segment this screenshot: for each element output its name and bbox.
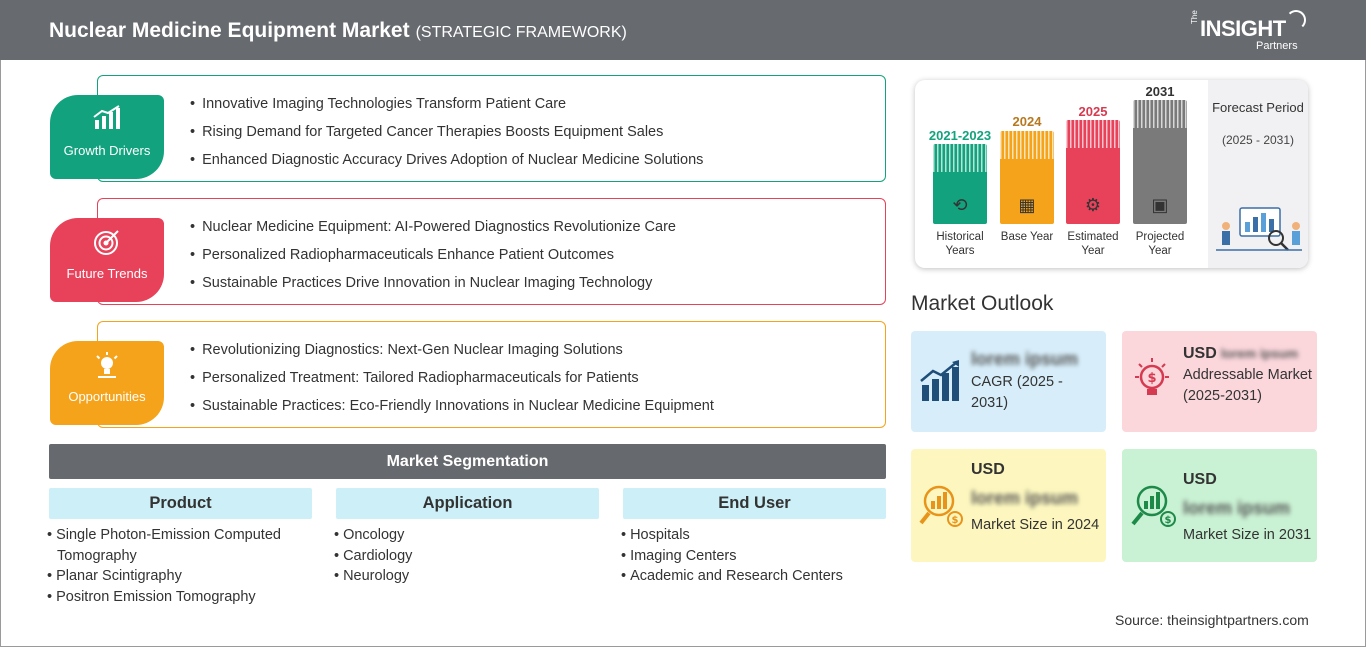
gears-icon: ⚙ [1084,195,1102,215]
source-credit: Source: theinsightpartners.com [1115,612,1309,628]
timeline-year: 2024 [1012,114,1042,129]
growth-drivers-label: Growth Drivers [63,143,151,158]
future-trends-label: Future Trends [66,266,148,281]
segment-head: End User [623,488,886,519]
timeline-bar-projected [1133,100,1187,224]
size2024-value: lorem ipsum [971,488,1079,508]
future-trends-list [190,217,676,301]
presentation-icon: ▣ [1151,195,1169,215]
list-item: • Positron Emission Tomography [47,587,312,608]
analyst-illustration-icon [1216,198,1302,254]
growth-drivers-badge [50,95,164,179]
opportunities-label: Opportunities [68,389,146,404]
size2031-usd: USD [1183,471,1217,488]
segment-head: Application [336,488,599,519]
forecast-period: (2025 - 2031) [1221,133,1295,147]
addressable-text [1183,343,1313,407]
market-size-2031-text [1183,469,1313,546]
timeline-bar-historical [933,144,987,224]
insight-partners-logo [1190,10,1310,54]
size2031-label: Market Size in 2031 [1183,527,1312,543]
timeline-year: 2021-2023 [928,128,992,143]
list-item: • Oncology [334,525,599,546]
list-item: • Rising Demand for Targeted Cancer Therapies Boosts Equipment Sales [190,122,703,150]
page-subtitle: (STRATEGIC FRAMEWORK) [415,24,627,41]
timeline-card [915,80,1308,268]
market-outlook-title: Market Outlook [911,292,1054,315]
title-text: Nuclear Medicine Equipment Market [49,19,410,42]
timeline-year: 2031 [1145,84,1175,99]
list-item: • Sustainable Practices Drive Innovation in Nuclear Imaging Technology [190,273,676,301]
timeline-year: 2025 [1078,104,1108,119]
future-trends-badge [50,218,164,302]
list-item: • Academic and Research Centers [621,566,886,587]
segment-end-user [623,488,886,587]
opportunities-box [97,321,886,428]
addressable-market-card [1122,331,1317,432]
list-item: • Personalized Radiopharmaceuticals Enhance Patient Outcomes [190,245,676,273]
list-item: • Planar Scintigraphy [47,566,312,587]
timeline-bar-base [1000,131,1054,224]
svg-text:$: $ [1164,515,1172,526]
market-size-2031-card [1122,449,1317,562]
target-icon [50,228,164,263]
segment-application [336,488,599,587]
addressable-value: lorem ipsum [1220,346,1299,361]
list-item: • Enhanced Diagnostic Accuracy Drives Adoption of Nuclear Medicine Solutions [190,150,703,178]
forecast-title: Forecast Period [1212,100,1304,115]
cagr-label: CAGR (2025 - 2031) [971,374,1063,411]
size2031-value: lorem ipsum [1183,498,1291,518]
timeline-label: Projected Year [1135,231,1185,257]
logo-partners: Partners [1256,40,1298,52]
list-item: • Personalized Treatment: Tailored Radiopharmaceuticals for Patients [190,368,714,396]
timeline-label: Historical Years [936,231,984,257]
market-segmentation-title: Market Segmentation [49,444,886,479]
segment-list [334,525,599,587]
list-item: • Neurology [334,566,599,587]
forecast-panel [1208,80,1308,268]
list-item: • Sustainable Practices: Eco-Friendly Innovations in Nuclear Medicine Equipment [190,396,714,424]
market-size-2024-card [911,449,1106,562]
addressable-label: Addressable Market (2025-2031) [1183,367,1312,404]
header-bar [0,0,1366,60]
future-trends-box [97,198,886,305]
list-item: • Cardiology [334,546,599,567]
money-magnifier-icon [919,483,965,538]
timeline-label: Estimated Year [1067,231,1119,257]
size2024-label: Market Size in 2024 [971,517,1100,533]
list-item: • Innovative Imaging Technologies Transform Patient Care [190,94,703,122]
size2024-usd: USD [971,461,1005,478]
growth-chart-icon [50,105,164,138]
svg-text:$: $ [951,515,959,526]
cagr-card [911,331,1106,432]
bar-growth-icon [919,359,963,412]
logo-insight: INSIGHT [1200,16,1286,41]
segment-product [49,488,312,607]
list-item: • Revolutionizing Diagnostics: Next-Gen Nuclear Imaging Solutions [190,340,714,368]
cagr-value: lorem ipsum [971,349,1079,369]
page-title [49,19,627,43]
calendar-icon: ▦ [1018,195,1036,215]
segment-head: Product [49,488,312,519]
timeline-label: Base Year [1000,231,1054,243]
opportunities-badge [50,341,164,425]
segment-list [47,525,312,607]
dollar-bulb-icon [1130,355,1174,412]
money-magnifier-icon [1130,483,1176,538]
timeline-bar-estimated [1066,120,1120,224]
addressable-usd: USD [1183,345,1217,362]
svg-text:$: $ [1147,371,1157,386]
logo-arc-icon [1286,10,1306,30]
lightbulb-icon [50,351,164,386]
opportunities-list [190,340,714,424]
market-size-2024-text [971,459,1101,536]
logo-the: The [1190,10,1199,24]
growth-drivers-list [190,94,703,178]
list-item: • Nuclear Medicine Equipment: AI-Powered Diagnostics Revolutionize Care [190,217,676,245]
list-item: • Imaging Centers [621,546,886,567]
history-icon: ⟲ [952,195,968,215]
cagr-text [971,349,1101,414]
list-item: • Hospitals [621,525,886,546]
list-item: • Single Photon-Emission Computed Tomography [47,525,312,566]
growth-drivers-box [97,75,886,182]
segment-list [621,525,886,587]
